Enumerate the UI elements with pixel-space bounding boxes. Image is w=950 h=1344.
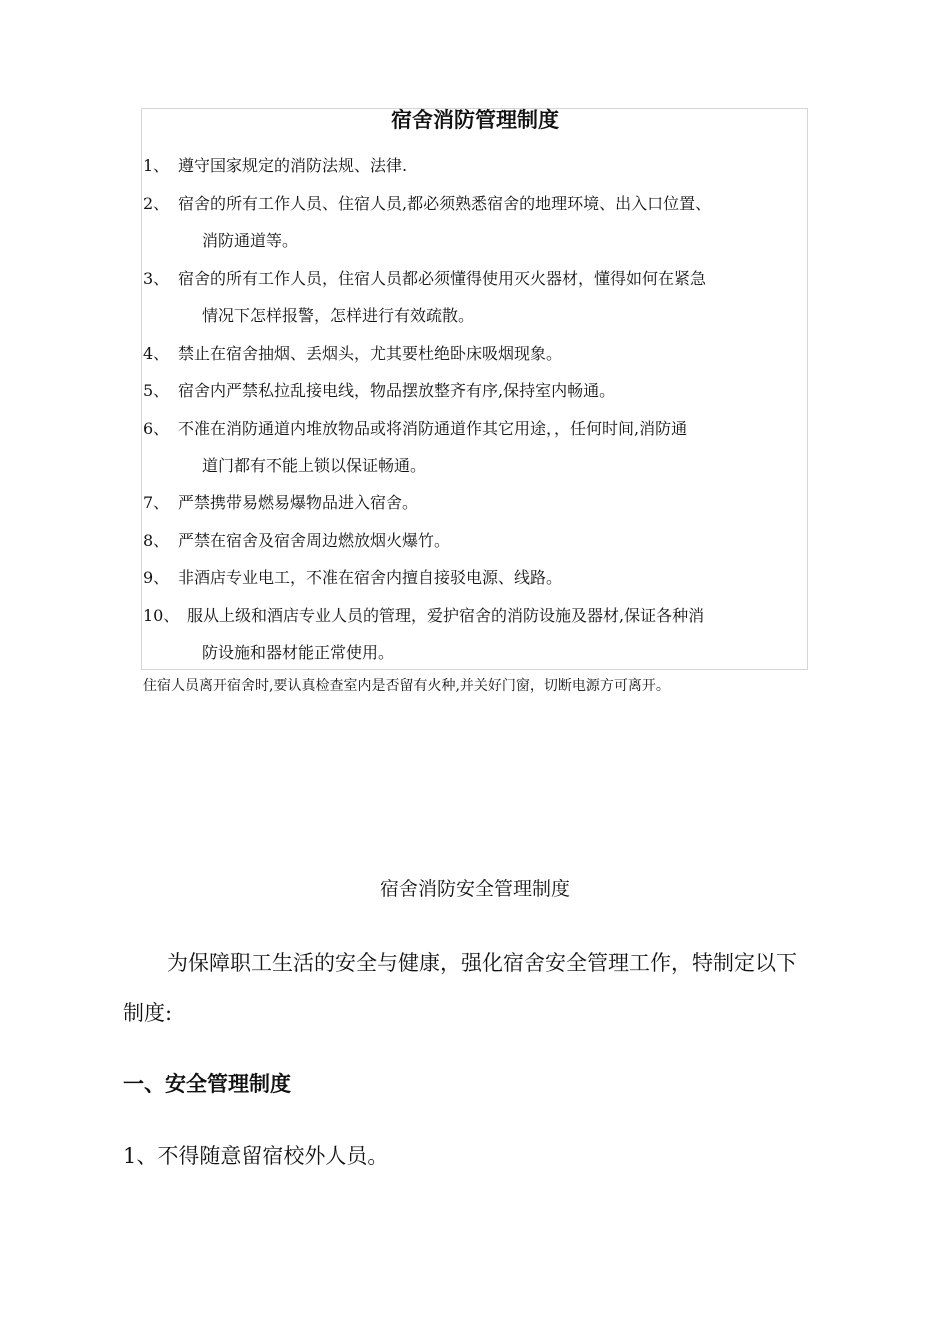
- rule-text: 禁止在宿舍抽烟、丢烟头，尤其要杜绝卧床吸烟现象。: [178, 344, 563, 363]
- rule-number: 1、: [143, 156, 170, 175]
- rule-item-7: [143, 484, 813, 521]
- intro-line-2: 制度:: [123, 1001, 173, 1025]
- rule-number: 5、: [143, 381, 170, 400]
- rule-number: 4、: [143, 344, 170, 363]
- rule-text: 严禁在宿舍及宿舍周边燃放烟火爆竹。: [178, 531, 451, 550]
- rule-item-1: [143, 147, 813, 184]
- rule-item-6: [143, 410, 813, 484]
- rule-number: 3、: [143, 269, 170, 288]
- rule-text: 不准在消防通道内堆放物品或将消防通道作其它用途，，任何时间,消防通: [178, 419, 688, 438]
- rule-item-3: [143, 260, 813, 334]
- fire-rules-title: 宿舍消防管理制度: [391, 107, 559, 132]
- rule-item-2: [143, 185, 813, 259]
- rule-text: 非酒店专业电工，不准在宿舍内擅自接驳电源、线路。: [178, 568, 563, 587]
- rule-number: 6、: [143, 419, 170, 438]
- rule-text-continued: 情况下怎样报警，怎样进行有效疏散。: [202, 306, 475, 325]
- rule-text-continued: 消防通道等。: [202, 231, 299, 250]
- rule-number: 2、: [143, 194, 170, 213]
- rule-text: 宿舍的所有工作人员、住宿人员,都必须熟悉宿舍的地理环境、出入口位置、: [178, 194, 712, 213]
- rule-item-5: [143, 372, 813, 409]
- safety-rules-title: 宿舍消防安全管理制度: [379, 878, 570, 900]
- rule-item-4: [143, 335, 813, 372]
- rule-text: 宿舍内严禁私拉乱接电线，物品摆放整齐有序,保持室内畅通。: [178, 381, 616, 400]
- safety-item-1: 1、不得随意留宿校外人员。: [123, 1144, 389, 1168]
- rule-text: 宿舍的所有工作人员，住宿人员都必须懂得使用灭火器材，懂得如何在紧急: [178, 269, 707, 288]
- rule-number: 8、: [143, 531, 170, 550]
- rule-text-continued: 道门都有不能上锁以保证畅通。: [202, 456, 427, 475]
- rule-number: 9、: [143, 568, 170, 587]
- rule-text-continued: 防设施和器材能正常使用。: [202, 643, 395, 662]
- rule-text: 遵守国家规定的消防法规、法律.: [178, 156, 408, 175]
- rule-number: 7、: [143, 493, 170, 512]
- section-heading: 一、安全管理制度: [123, 1071, 291, 1096]
- rule-item-8: [143, 522, 813, 559]
- rule-item-10: [143, 597, 813, 671]
- leaving-note: 住宿人员离开宿舍时,要认真检查室内是否留有火种,并关好门窗，切断电源方可离开。: [143, 678, 670, 694]
- rule-item-9: [143, 559, 813, 596]
- intro-line-1: 为保障职工生活的安全与健康，强化宿舍安全管理工作，特制定以下: [167, 951, 797, 975]
- intro-paragraph: [123, 938, 843, 1038]
- rule-text: 服从上级和酒店专业人员的管理，爱护宿舍的消防设施及器材,保证各种消: [187, 606, 705, 625]
- rule-number: 10、: [143, 606, 180, 625]
- rule-text: 严禁携带易燃易爆物品进入宿舍。: [178, 493, 419, 512]
